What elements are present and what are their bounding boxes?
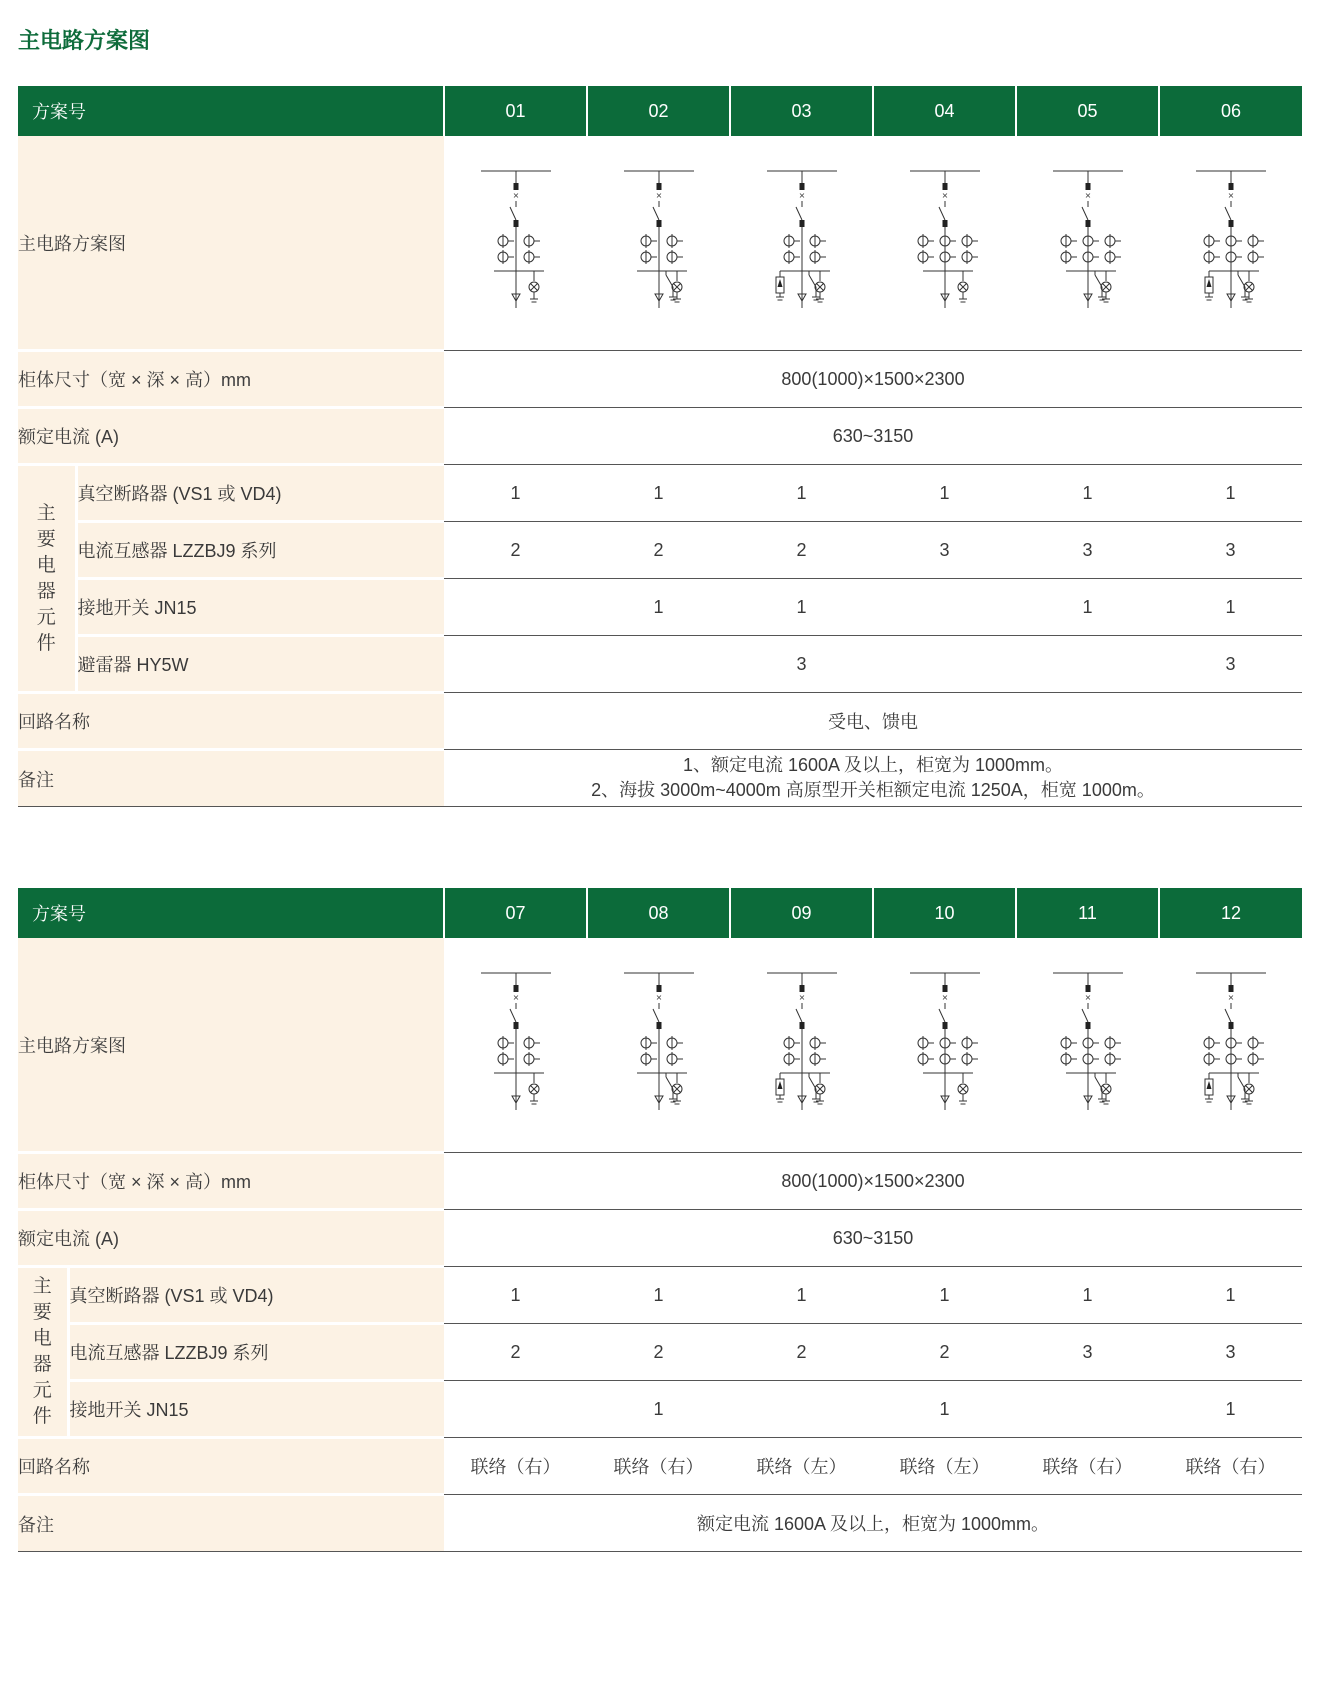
component-qty: 1 [873,465,1016,522]
circuit-diagram-cell [587,938,730,1153]
circuit-diagram-cell [873,938,1016,1153]
component-qty: 2 [730,522,873,579]
component-qty [444,579,587,636]
remark-value: 额定电流 1600A 及以上，柜宽为 1000mm。 [444,1495,1302,1552]
rated-current-value: 630~3150 [444,408,1302,465]
component-name: 接地开关 JN15 [68,1381,444,1438]
component-qty: 2 [587,522,730,579]
main-components-group-label: 主 要 电 器 元 件 [18,465,76,693]
circuit-diagram-cell [730,938,873,1153]
scheme-number: 06 [1159,86,1302,136]
component-qty: 1 [730,1267,873,1324]
scheme-number: 05 [1016,86,1159,136]
single-line-diagram [466,965,566,1125]
circuit-diagram-cell [444,938,587,1153]
circuit-name-value: 联络（右） [587,1438,730,1495]
rated-current-label: 额定电流 (A) [18,408,444,465]
svg-text:×: × [1084,191,1091,200]
component-qty: 2 [587,1324,730,1381]
component-qty: 1 [1159,1381,1302,1438]
scheme-table-1 [18,86,1302,807]
component-qty: 1 [444,1267,587,1324]
single-line-diagram [752,965,852,1125]
single-line-diagram [609,163,709,323]
remark-line: 2、海拔 3000m~4000m 高原型开关柜额定电流 1250A，柜宽 1000m。 [591,780,1155,800]
component-qty: 1 [873,1381,1016,1438]
cabinet-size-label: 柜体尺寸（宽 × 深 × 高）mm [18,351,444,408]
component-qty: 2 [444,522,587,579]
component-qty: 1 [730,579,873,636]
component-qty: 3 [1016,1324,1159,1381]
svg-text:×: × [512,191,519,200]
svg-text:×: × [798,993,805,1002]
circuit-name-value: 联络（右） [1016,1438,1159,1495]
circuit-name-value: 联络（左） [730,1438,873,1495]
svg-text:×: × [941,191,948,200]
remark-line: 1、额定电流 1600A 及以上，柜宽为 1000mm。 [682,755,1064,775]
single-line-diagram [895,965,995,1125]
circuit-diagram-cell [444,136,587,351]
circuit-name-value: 联络（右） [1159,1438,1302,1495]
component-qty: 2 [873,1324,1016,1381]
svg-text:×: × [655,993,662,1002]
scheme-number: 08 [587,888,730,938]
scheme-number-header: 方案号 [18,86,444,136]
circuit-name-value: 受电、馈电 [444,693,1302,750]
diagram-label: 主电路方案图 [18,136,444,351]
svg-text:×: × [798,191,805,200]
component-qty [873,636,1016,693]
component-name: 真空断路器 (VS1 或 VD4) [68,1267,444,1324]
circuit-diagram-cell [1159,136,1302,351]
rated-current-value: 630~3150 [444,1210,1302,1267]
circuit-diagram-cell [1016,136,1159,351]
scheme-number: 01 [444,86,587,136]
remark-label: 备注 [18,1495,444,1552]
component-qty: 1 [444,465,587,522]
circuit-name-value: 联络（右） [444,1438,587,1495]
component-qty: 1 [730,465,873,522]
single-line-diagram [895,163,995,323]
cabinet-size-value: 800(1000)×1500×2300 [444,1153,1302,1210]
component-qty [1016,1381,1159,1438]
circuit-diagram-cell [587,136,730,351]
scheme-number: 04 [873,86,1016,136]
svg-text:×: × [1227,191,1234,200]
component-qty: 2 [444,1324,587,1381]
component-qty [444,1381,587,1438]
component-name: 真空断路器 (VS1 或 VD4) [76,465,444,522]
component-qty: 3 [730,636,873,693]
svg-text:×: × [941,993,948,1002]
component-qty: 3 [1016,522,1159,579]
component-qty: 1 [1159,579,1302,636]
component-name: 避雷器 HY5W [76,636,444,693]
svg-text:×: × [1084,993,1091,1002]
component-qty: 3 [873,522,1016,579]
component-qty: 3 [1159,522,1302,579]
single-line-diagram [609,965,709,1125]
component-qty: 1 [1016,465,1159,522]
circuit-diagram-cell [730,136,873,351]
component-qty: 3 [1159,1324,1302,1381]
single-line-diagram [1038,965,1138,1125]
component-name: 电流互感器 LZZBJ9 系列 [76,522,444,579]
single-line-diagram [1181,965,1281,1125]
scheme-number: 09 [730,888,873,938]
component-qty: 3 [1159,636,1302,693]
component-qty: 1 [587,1267,730,1324]
circuit-diagram-cell [1159,938,1302,1153]
page-title: 主电路方案图 [18,28,151,53]
scheme-number: 12 [1159,888,1302,938]
circuit-name-value: 联络（左） [873,1438,1016,1495]
component-qty: 1 [1159,1267,1302,1324]
component-name: 接地开关 JN15 [76,579,444,636]
diagram-label: 主电路方案图 [18,938,444,1153]
scheme-number: 11 [1016,888,1159,938]
single-line-diagram [466,163,566,323]
scheme-number: 07 [444,888,587,938]
component-qty: 1 [1159,465,1302,522]
scheme-number-header: 方案号 [18,888,444,938]
component-qty: 1 [873,1267,1016,1324]
component-name: 电流互感器 LZZBJ9 系列 [68,1324,444,1381]
circuit-diagram-cell [1016,938,1159,1153]
single-line-diagram [752,163,852,323]
circuit-diagram-cell [873,136,1016,351]
svg-text:×: × [512,993,519,1002]
svg-text:×: × [1227,993,1234,1002]
remark-value [444,750,1302,807]
component-qty: 1 [587,1381,730,1438]
scheme-number: 03 [730,86,873,136]
remark-label: 备注 [18,750,444,807]
svg-text:×: × [655,191,662,200]
circuit-name-label: 回路名称 [18,1438,444,1495]
scheme-table-2 [18,888,1302,1552]
component-qty [730,1381,873,1438]
scheme-number: 10 [873,888,1016,938]
cabinet-size-label: 柜体尺寸（宽 × 深 × 高）mm [18,1153,444,1210]
component-qty: 2 [730,1324,873,1381]
circuit-name-label: 回路名称 [18,693,444,750]
single-line-diagram [1038,163,1138,323]
component-qty [444,636,587,693]
single-line-diagram [1181,163,1281,323]
scheme-number: 02 [587,86,730,136]
component-qty [873,579,1016,636]
main-components-group-label: 主 要 电 器 元 件 [18,1267,68,1438]
component-qty: 1 [587,579,730,636]
rated-current-label: 额定电流 (A) [18,1210,444,1267]
component-qty [587,636,730,693]
component-qty: 1 [587,465,730,522]
component-qty [1016,636,1159,693]
component-qty: 1 [1016,579,1159,636]
cabinet-size-value: 800(1000)×1500×2300 [444,351,1302,408]
component-qty: 1 [1016,1267,1159,1324]
